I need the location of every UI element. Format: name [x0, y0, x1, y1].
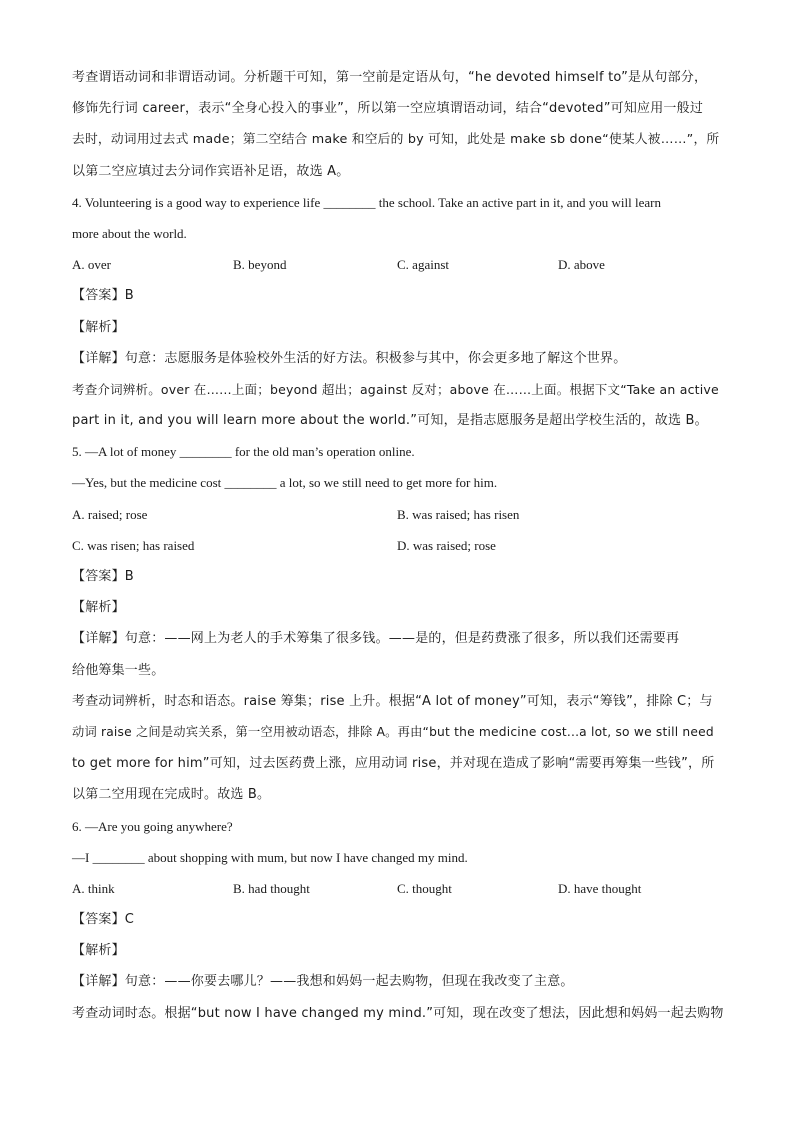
q5-options-row-2	[72, 530, 722, 561]
document-page	[72, 62, 722, 1029]
q6-option-d: D. have thought	[558, 880, 642, 896]
q5-explanation-line-2: 动词 raise 之间是动宾关系，第一空用被动语态，排除 A。再由“but the medicine cost...a lot, so we still need	[72, 724, 714, 739]
q5-explanation-line-1: 考查动词辨析，时态和语态。raise 筹集；rise 上升。根据“A lot of money”可知，表示“筹钱”，排除 C；与	[72, 693, 713, 709]
q4-analysis-label: 【解析】	[72, 319, 125, 335]
q6-stem-line-1: 6. —Are you going anywhere?	[72, 818, 233, 834]
q5-explanation-line-4: 以第二空用现在完成时。故选 B。	[72, 787, 271, 803]
q4-stem-line-2: more about the world.	[72, 225, 187, 241]
q5-explanation-line-3: to get more for him”可知，过去医药费上涨，应用动词 rise，并对现在造成了影响“需要再筹集一些钱”，所	[72, 756, 715, 772]
q4-option-c: C. against	[397, 257, 449, 273]
q5-option-b: B. was raised; has risen	[397, 506, 520, 522]
q5-option-c: C. was risen; has raised	[72, 537, 195, 553]
q5-stem-line-2: —Yes, but the medicine cost ________ a lot, so we still need to get more for him.	[72, 475, 498, 491]
q5-option-a: A. raised; rose	[72, 506, 148, 522]
q5-options-row-1	[72, 499, 722, 530]
q5-answer: 【答案】B	[72, 569, 134, 584]
q5-option-d: D. was raised; rose	[397, 537, 496, 553]
q4-detail: 【详解】句意：志愿服务是体验校外生活的好方法。积极参与其中，你会更多地了解这个世界。	[72, 350, 627, 366]
prev-explanation-line-3: 去时，动词用过去式 made；第二空结合 make 和空后的 by 可知，此处是 make sb done“使某人被……”，所	[72, 132, 720, 148]
q6-option-b: B. had thought	[233, 880, 310, 896]
q5-stem-line-1: 5. —A lot of money ________ for the old man’s operation online.	[72, 444, 415, 460]
q4-option-a: A. over	[72, 257, 111, 273]
q5-analysis-label: 【解析】	[72, 600, 125, 616]
q6-option-c: C. thought	[397, 880, 452, 896]
q6-analysis-label: 【解析】	[72, 943, 125, 959]
q4-explanation-line-2: part in it, and you will learn more about the world.”可知，是指志愿服务是超出学校生活的，故选 B。	[72, 413, 708, 429]
q5-detail-line-2: 给他筹集一些。	[72, 662, 165, 678]
q6-answer: 【答案】C	[72, 912, 135, 928]
q4-options	[72, 249, 722, 280]
q4-answer: 【答案】B	[72, 288, 134, 304]
q6-stem-line-2: —I ________ about shopping with mum, but now I have changed my mind.	[72, 849, 468, 865]
prev-explanation-line-2: 修饰先行词 career，表示“全身心投入的事业”，所以第一空应填谓语动词，结合“devoted”可知应用一般过	[72, 101, 704, 117]
q4-explanation-line-1: 考查介词辨析。over 在……上面；beyond 超出；against 反对；above 在……上面。根据下文“Take an active	[72, 381, 719, 397]
q6-explanation-line-1: 考查动词时态。根据“but now I have changed my mind.”可知，现在改变了想法，因此想和妈妈一起去购物	[72, 1005, 724, 1021]
q5-detail-line-1: 【详解】句意：——网上为老人的手术筹集了很多钱。——是的，但是药费涨了很多，所以我们还需要再	[72, 631, 680, 647]
q6-option-a: A. think	[72, 880, 115, 896]
prev-explanation-line-4: 以第二空应填过去分词作宾语补足语，故选 A。	[72, 163, 350, 179]
q6-detail: 【详解】句意：——你要去哪儿？——我想和妈妈一起去购物，但现在我改变了主意。	[72, 974, 574, 990]
prev-explanation-line-1: 考查谓语动词和非谓语动词。分析题干可知，第一空前是定语从句，“he devoted himself to”是从句部分，	[72, 70, 708, 85]
q4-stem-line-1: 4. Volunteering is a good way to experience life ________ the school. Take an active part in it, and you will learn	[72, 194, 661, 210]
q6-options	[72, 873, 722, 904]
q4-option-b: B. beyond	[233, 257, 287, 273]
q4-option-d: D. above	[558, 257, 605, 273]
